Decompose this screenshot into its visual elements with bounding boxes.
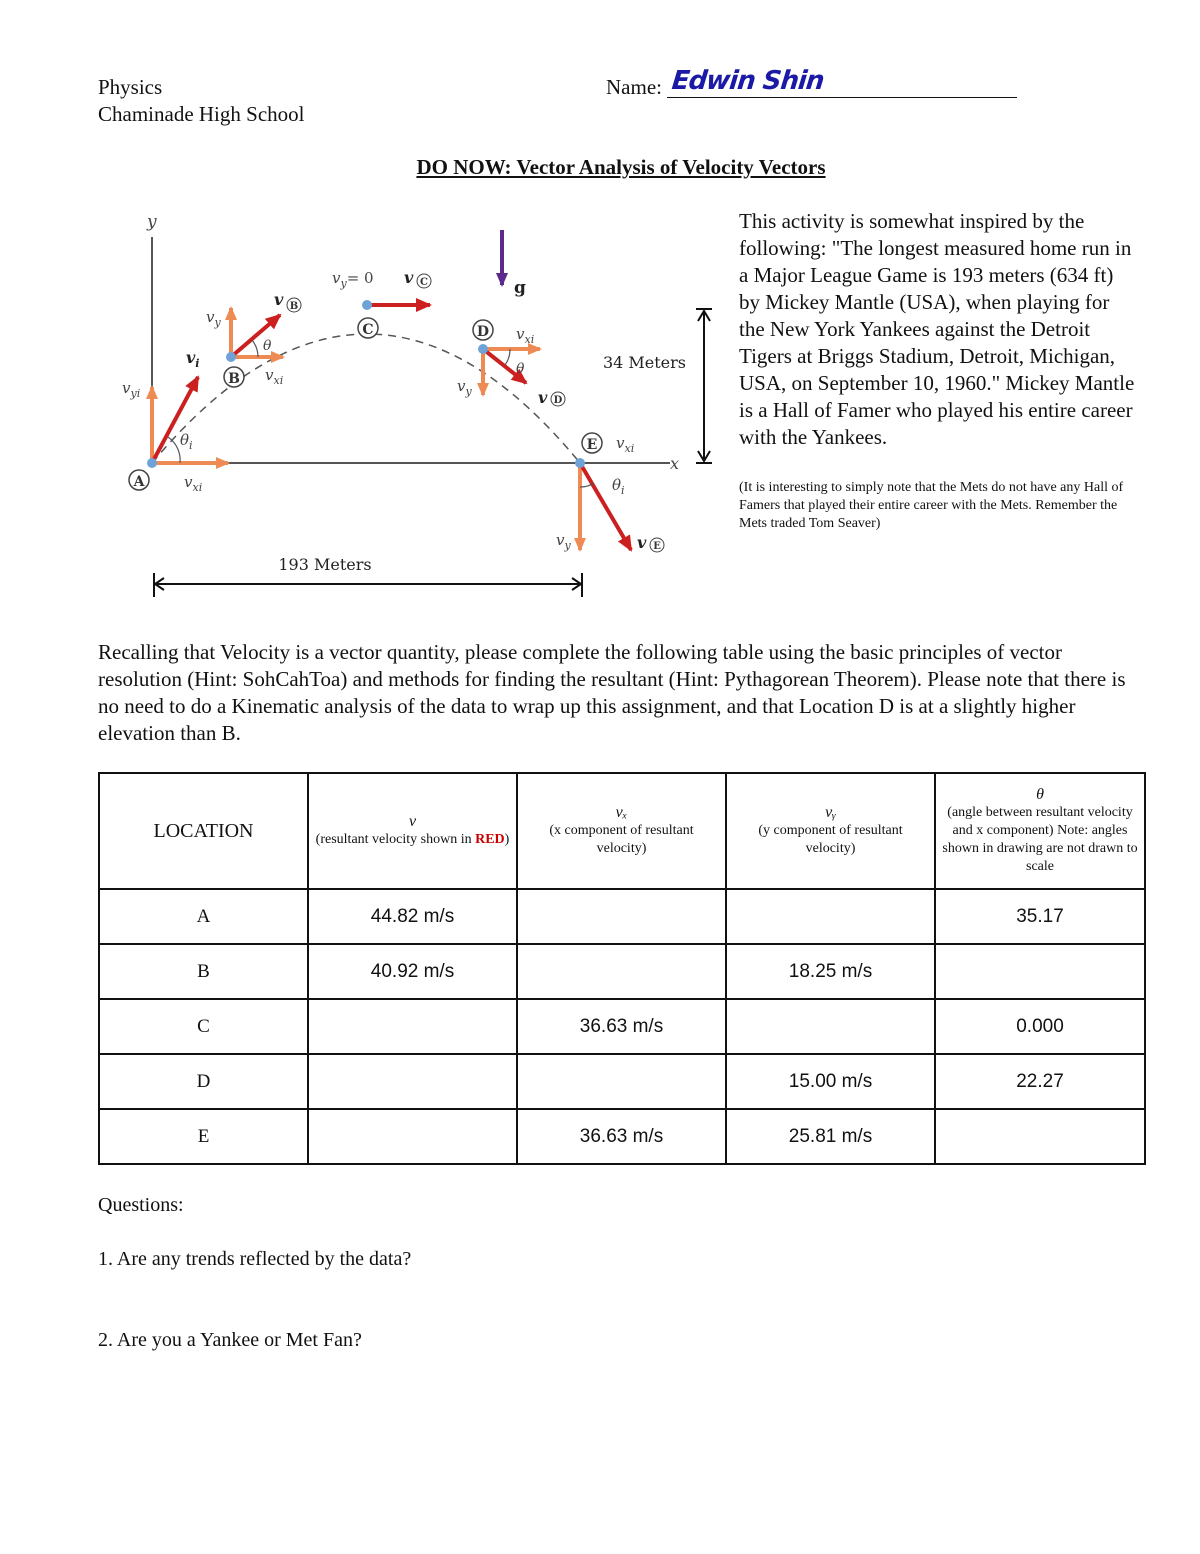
table-row bbox=[99, 889, 1145, 944]
theta-i-label-e: $\theta_i$ bbox=[612, 476, 625, 497]
vb-label: v bbox=[274, 290, 284, 309]
student-name-signature: Edwin Shin bbox=[670, 66, 826, 96]
distance-label: 193 Meters bbox=[278, 555, 372, 574]
cell-theta[interactable]: 35.17 bbox=[935, 889, 1145, 944]
cell-vy[interactable] bbox=[726, 999, 935, 1054]
header-vx-desc: (x component of resultant velocity) bbox=[549, 823, 694, 856]
cell-theta[interactable] bbox=[935, 944, 1145, 999]
header-location: LOCATION bbox=[99, 773, 308, 889]
cell-vx[interactable] bbox=[517, 944, 726, 999]
vxi-label-a: $v_{xi}$ bbox=[184, 473, 203, 494]
gravity-label: g bbox=[514, 278, 526, 298]
vy-zero-label: $v_y= 0$ bbox=[332, 269, 374, 290]
cell-theta[interactable] bbox=[935, 1109, 1145, 1164]
header-theta-symbol: θ bbox=[1036, 786, 1044, 803]
height-label: 34 Meters bbox=[602, 353, 686, 372]
y-axis-label: y bbox=[147, 212, 157, 232]
theta-label-b: θ bbox=[263, 338, 272, 354]
vy-label-d: $v_y$ bbox=[457, 377, 472, 398]
question-2: 2. Are you a Yankee or Met Fan? bbox=[98, 1329, 362, 1351]
point-b-label: B bbox=[228, 371, 240, 387]
point-c-dot bbox=[362, 300, 372, 310]
cell-vy[interactable]: 15.00 m/s bbox=[726, 1054, 935, 1109]
theta-arc-d bbox=[505, 349, 510, 365]
cell-location: C bbox=[99, 999, 308, 1054]
vxi-label-b: $v_{xi}$ bbox=[265, 366, 284, 387]
point-d-label: D bbox=[476, 324, 490, 340]
theta-i-arc-a bbox=[168, 437, 180, 463]
table-row bbox=[99, 1054, 1145, 1109]
vy-label-b: $v_y$ bbox=[206, 308, 221, 329]
cell-v[interactable] bbox=[308, 1054, 517, 1109]
instructions-paragraph: Recalling that Velocity is a vector quantity, please complete the following table using the basic principles of vector resolution (Hint: SohCahToa) and methods for finding the resultant (Hint: Pythagorean Theorem). Please note that there is no need to do a Kinematic analysis of the data to wrap up this assignment, and that Location D is at a slightly higher elevation than B. bbox=[98, 640, 1126, 745]
point-a-dot bbox=[147, 458, 157, 468]
cell-location: D bbox=[99, 1054, 308, 1109]
point-c-label: C bbox=[362, 322, 374, 338]
velocity-table bbox=[98, 772, 1146, 1165]
theta-i-label-a: $\theta_i$ bbox=[180, 431, 193, 452]
questions-heading: Questions: bbox=[98, 1194, 184, 1216]
header-vx-symbol: vₓ bbox=[615, 804, 628, 821]
vb-arrow bbox=[231, 315, 280, 357]
cell-vy[interactable] bbox=[726, 889, 935, 944]
cell-vy[interactable]: 25.81 m/s bbox=[726, 1109, 935, 1164]
cell-v[interactable] bbox=[308, 999, 517, 1054]
theta-arc-b bbox=[252, 340, 258, 357]
table-row bbox=[99, 944, 1145, 999]
theta-label-d: θ bbox=[516, 361, 525, 377]
point-a-label: A bbox=[133, 474, 145, 490]
header-theta bbox=[935, 773, 1145, 889]
name-line bbox=[667, 97, 1017, 98]
vi-label: $v_i$ bbox=[186, 348, 200, 370]
point-e-dot bbox=[575, 458, 585, 468]
cell-theta[interactable]: 22.27 bbox=[935, 1054, 1145, 1109]
school-name: Chaminade High School bbox=[98, 102, 305, 126]
cell-location: E bbox=[99, 1109, 308, 1164]
point-d-dot bbox=[478, 344, 488, 354]
header-vx bbox=[517, 773, 726, 889]
header-vy-desc: (y component of resultant velocity) bbox=[758, 823, 903, 856]
page-title: DO NOW: Vector Analysis of Velocity Vectors bbox=[416, 155, 826, 179]
ve-arrow bbox=[580, 463, 631, 550]
table-header-row bbox=[99, 773, 1145, 889]
cell-location: A bbox=[99, 889, 308, 944]
name-label: Name: bbox=[606, 75, 662, 99]
question-1: 1. Are any trends reflected by the data? bbox=[98, 1248, 412, 1270]
vxi-label-e: $v_{xi}$ bbox=[616, 434, 635, 455]
point-b-dot bbox=[226, 352, 236, 362]
ve-label: v bbox=[637, 533, 647, 552]
header-v-desc: (resultant velocity shown in RED) bbox=[315, 832, 510, 847]
ve-label-letter: E bbox=[653, 541, 661, 552]
side-quote: This activity is somewhat inspired by the following: "The longest measured home run in a Major League Game is 193 meters (634 ft) by Mickey Mantle (USA), when playing for the New York Yankees against the Detroit Tigers at Briggs Stadium, Detroit, Michigan, USA, on September 10, 1960." Mickey Mantle is a Hall of Famer who played his entire career with the Yankees. bbox=[739, 209, 1135, 449]
course-name: Physics bbox=[98, 75, 163, 99]
vy-label-e: $v_y$ bbox=[556, 531, 571, 552]
vb-label-letter: B bbox=[289, 301, 299, 312]
point-e-label: E bbox=[586, 437, 598, 453]
table-row bbox=[99, 999, 1145, 1054]
cell-location: B bbox=[99, 944, 308, 999]
vc-label-letter: C bbox=[420, 277, 428, 288]
header-vy-symbol: vᵧ bbox=[825, 804, 836, 821]
projectile-diagram bbox=[100, 205, 720, 615]
cell-vx[interactable]: 36.63 m/s bbox=[517, 1109, 726, 1164]
header-v-symbol: v bbox=[408, 813, 417, 830]
vd-label-letter: D bbox=[553, 395, 563, 406]
cell-vx[interactable] bbox=[517, 889, 726, 944]
cell-vx[interactable]: 36.63 m/s bbox=[517, 999, 726, 1054]
cell-v[interactable]: 44.82 m/s bbox=[308, 889, 517, 944]
table-row bbox=[99, 1109, 1145, 1164]
cell-v[interactable]: 40.92 m/s bbox=[308, 944, 517, 999]
header-theta-desc: (angle between resultant velocity and x component) Note: angles shown in drawing are not drawn to scale bbox=[942, 805, 1138, 874]
cell-vx[interactable] bbox=[517, 1054, 726, 1109]
vyi-label: $v_{yi}$ bbox=[122, 379, 141, 400]
vxi-label-d: $v_{xi}$ bbox=[516, 325, 535, 346]
header-vy bbox=[726, 773, 935, 889]
header-v bbox=[308, 773, 517, 889]
cell-vy[interactable]: 18.25 m/s bbox=[726, 944, 935, 999]
x-axis-label: x bbox=[670, 454, 680, 473]
vc-label: v bbox=[404, 268, 414, 287]
trajectory-path bbox=[152, 334, 580, 463]
cell-theta[interactable]: 0.000 bbox=[935, 999, 1145, 1054]
vd-label: v bbox=[538, 388, 548, 407]
cell-v[interactable] bbox=[308, 1109, 517, 1164]
side-note: (It is interesting to simply note that the Mets do not have any Hall of Famers that played their entire career with the Mets. Remember the Mets traded Tom Seaver) bbox=[739, 480, 1124, 531]
